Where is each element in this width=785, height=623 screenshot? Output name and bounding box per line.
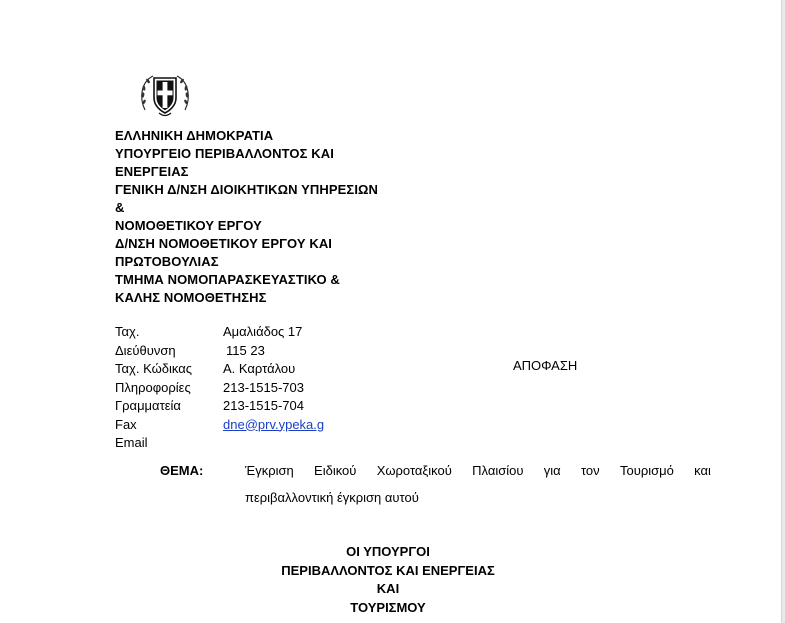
org-line: ΓΕΝΙΚΗ Δ/ΝΣΗ ΔΙΟΙΚΗΤΙΚΩΝ ΥΠΗΡΕΣΙΩΝ: [115, 182, 379, 197]
org-line: ΕΝΕΡΓΕΙΑΣ: [115, 164, 189, 179]
scrollbar[interactable]: [781, 0, 785, 623]
contact-label: Διεύθυνση: [115, 342, 176, 358]
contact-label: Email: [115, 435, 148, 450]
subject-word: Χωροταξικού: [376, 463, 452, 478]
subject-text-line: [245, 463, 711, 478]
subject-word: Πλαισίου: [472, 463, 524, 478]
subject-word: Τουρισμό: [619, 463, 674, 478]
subject-word: Ειδικού: [314, 463, 357, 478]
org-line: ΠΡΩΤΟΒΟΥΛΙΑΣ: [115, 254, 219, 269]
org-line: Δ/ΝΣΗ ΝΟΜΟΘΕΤΙΚΟΥ ΕΡΓΟΥ ΚΑΙ: [115, 236, 333, 251]
subject-word: για: [543, 463, 561, 478]
subject-text-line: περιβαλλοντική έγκριση αυτού: [245, 490, 419, 505]
contact-value: 213-1515-703: [223, 379, 304, 395]
subject-word: Έγκριση: [245, 463, 294, 478]
ministers-line: ΠΕΡΙΒΑΛΛΟΝΤΟΣ ΚΑΙ ΕΝΕΡΓΕΙΑΣ: [281, 562, 495, 578]
contact-value: 115 23: [226, 342, 265, 358]
org-line: &: [115, 200, 125, 215]
org-line: ΤΜΗΜΑ ΝΟΜΟΠΑΡΑΣΚΕΥΑΣΤΙΚΟ &: [115, 272, 340, 287]
ministers-line: ΟΙ ΥΠΟΥΡΓΟΙ: [346, 544, 430, 559]
org-line: ΥΠΟΥΡΓΕΙΟ ΠΕΡΙΒΑΛΛΟΝΤΟΣ ΚΑΙ: [115, 146, 334, 161]
organization-header: [115, 127, 378, 307]
email-link[interactable]: dne@prv.ypeka.g: [223, 416, 325, 432]
contact-label: Ταχ.: [115, 324, 140, 339]
contact-label: Πληροφορίες: [115, 379, 191, 395]
contact-label: Ταχ. Κώδικας: [115, 361, 192, 376]
ministers-heading: [230, 543, 546, 617]
subject-word: και: [694, 463, 711, 478]
subject-label: ΘΕΜΑ:: [160, 463, 204, 478]
decision-title: ΑΠΟΦΑΣΗ: [513, 358, 578, 373]
subject-word: τον: [580, 463, 600, 478]
org-line: ΕΛΛΗΝΙΚΗ ΔΗΜΟΚΡΑΤΙΑ: [115, 128, 274, 143]
org-line: ΚΑΛΗΣ ΝΟΜΟΘΕΤΗΣΗΣ: [115, 290, 267, 305]
contact-value: Α. Καρτάλου: [223, 361, 296, 376]
contact-label: Fax: [115, 416, 137, 432]
greek-state-emblem-icon: [139, 70, 191, 120]
ministers-line: ΚΑΙ: [376, 581, 400, 596]
contact-value: 213-1515-704: [223, 398, 304, 413]
ministers-line: ΤΟΥΡΙΣΜΟΥ: [350, 599, 426, 615]
org-line: ΝΟΜΟΘΕΤΙΚΟΥ ΕΡΓΟΥ: [115, 218, 262, 233]
contact-value: Αμαλιάδος 17: [223, 324, 303, 339]
contact-label: Γραμματεία: [115, 398, 181, 413]
